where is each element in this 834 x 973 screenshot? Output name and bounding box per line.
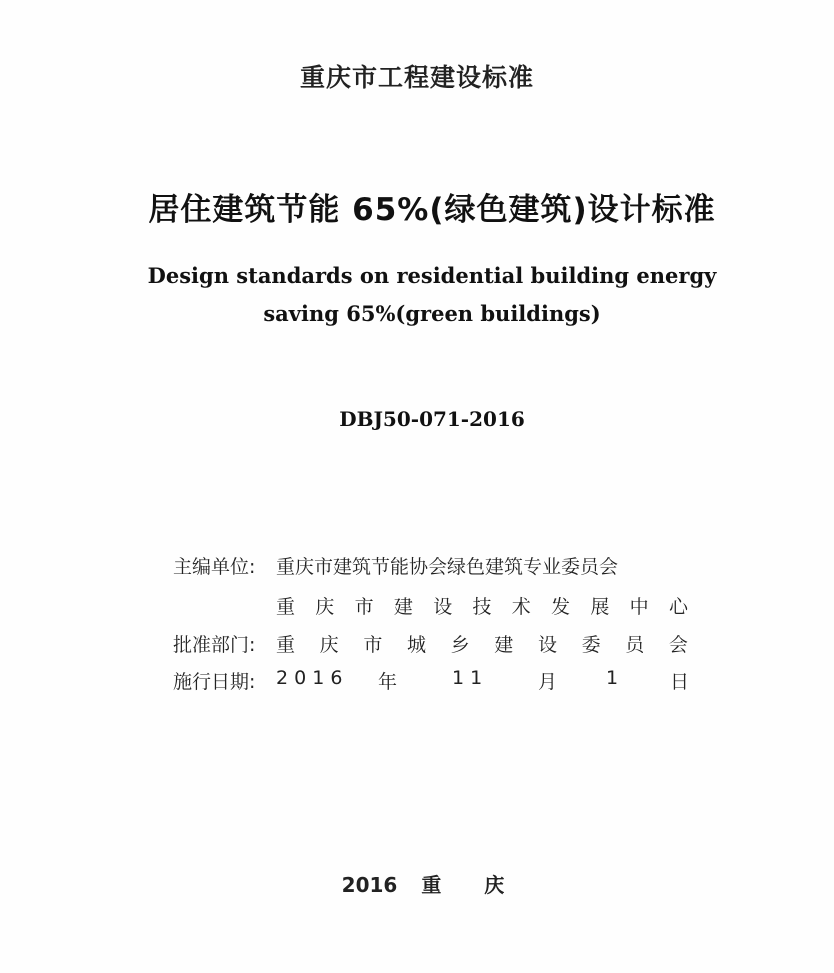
english-title-line-1: Design standards on residential building energy — [147, 263, 717, 288]
date-year: 2 0 1 6 — [276, 667, 343, 689]
footer-city: 重 庆 — [421, 873, 523, 897]
approval-label: 批准部门: — [173, 634, 256, 656]
date-month: 1 1 — [452, 667, 483, 689]
approval-row — [173, 630, 688, 660]
effective-date-row — [173, 667, 688, 697]
date-value — [276, 667, 688, 691]
footer-year: 2016 — [341, 873, 398, 897]
date-label: 施行日期: — [173, 671, 256, 693]
approval-value: 重 庆 市 城 乡 建 设 委 员 会 — [276, 634, 688, 656]
date-day-unit: 日 — [670, 671, 690, 693]
date-year-unit: 年 — [378, 671, 398, 693]
editor-value-2: 重 庆 市 建 设 技 术 发 展 中 心 — [276, 596, 688, 618]
chinese-title: 居住建筑节能 65%(绿色建筑)设计标准 — [148, 192, 716, 228]
editor-row-2 — [276, 592, 688, 622]
date-day: 1 — [606, 667, 619, 689]
footer — [0, 869, 834, 898]
date-month-unit: 月 — [538, 671, 558, 693]
english-title-line-2: saving 65%(green buildings) — [263, 301, 601, 326]
editor-label: 主编单位: — [173, 556, 256, 578]
standard-code: DBJ50-071-2016 — [339, 407, 525, 431]
editor-value: 重庆市建筑节能协会绿色建筑专业委员会 — [276, 556, 619, 578]
editor-row — [173, 552, 618, 582]
series-title: 重庆市工程建设标准 — [299, 63, 534, 92]
